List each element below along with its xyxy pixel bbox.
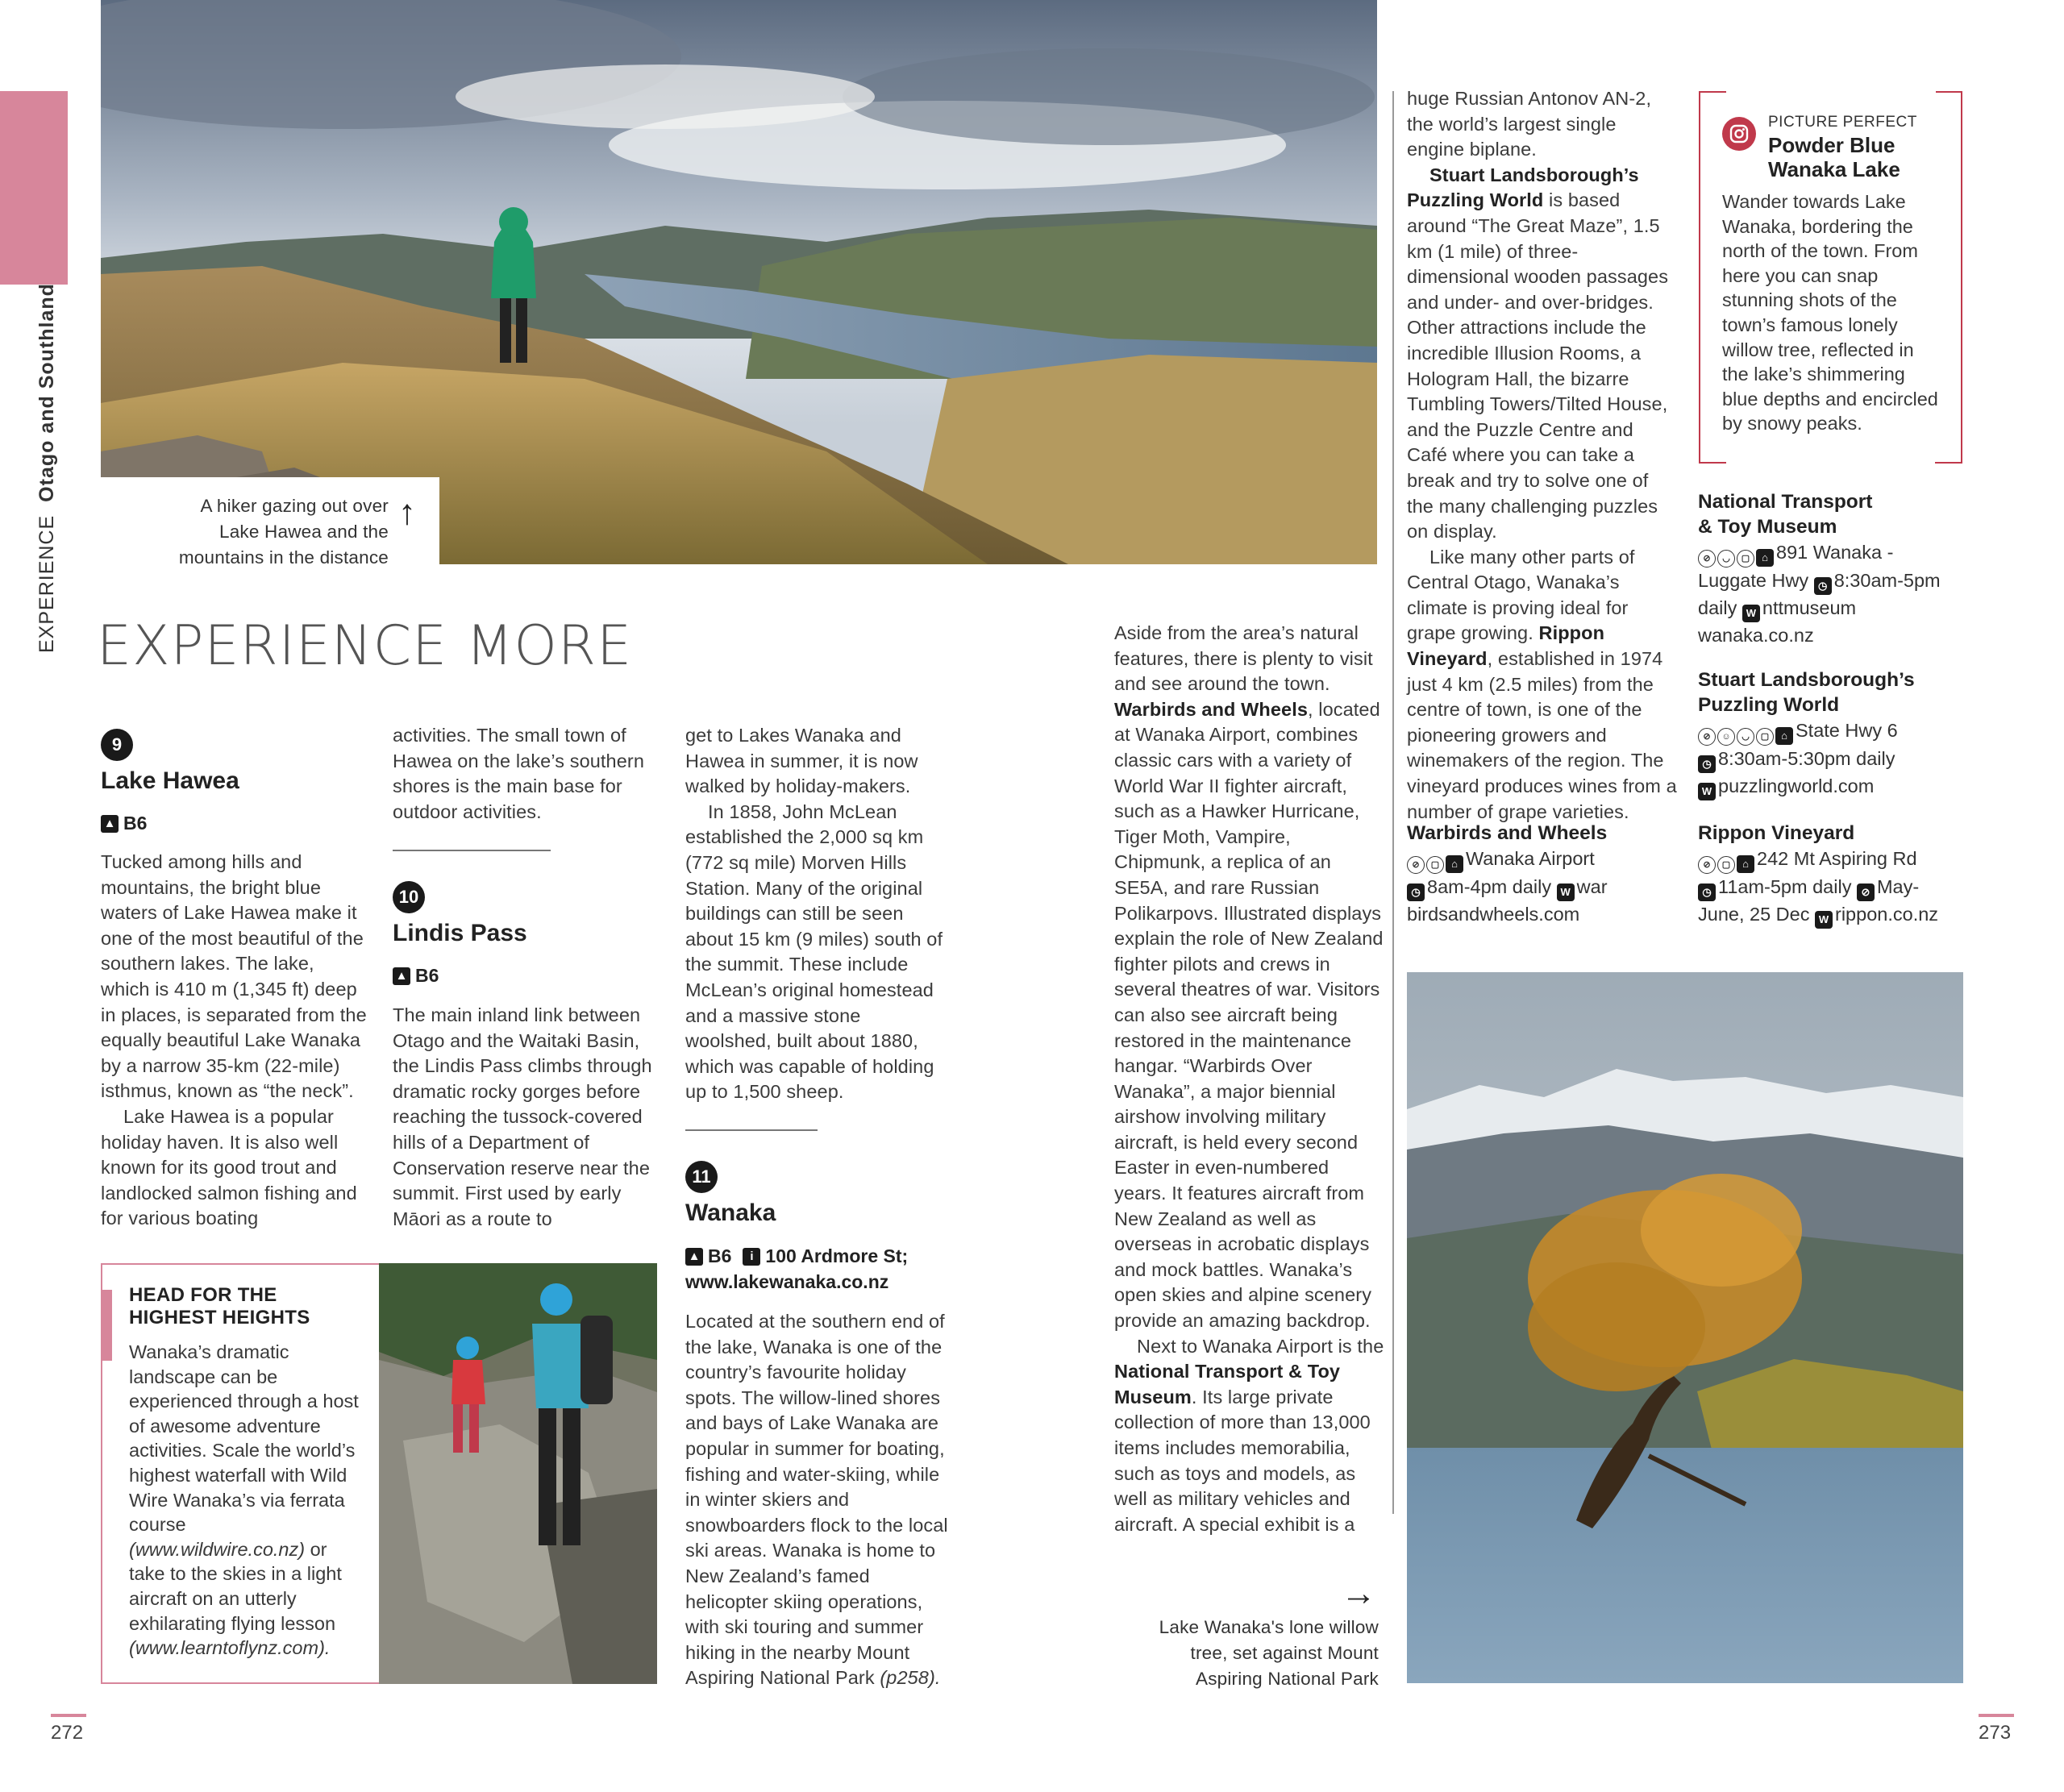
paragraph: Located at the southern end of the lake, Wanaka is one of the country’s favourite holiday spots. The willow-lined shores and bays of Lake Wanaka are popular in summer for boating, fishing and water-skiing, while in winter skiers and snowboarders flock to the local ski areas. Wanaka is home to New Zealand’s famed helicopter skiing operations, with ski touring and summer hiking in the nearby Mount Aspiring National Park — [685, 1311, 948, 1689]
page-number-right: 273 — [1979, 1722, 2012, 1744]
tree-caption-line: tree, set against Mount — [1190, 1643, 1379, 1663]
address-icon: ⌂ — [1446, 855, 1463, 873]
map-ref-value: B6 — [708, 1245, 732, 1266]
highest-heights-text — [129, 1340, 363, 1661]
entry-divider — [393, 850, 551, 851]
puzzling-listing — [1698, 667, 1964, 800]
section-title: EXPERIENCE MORE — [97, 614, 633, 678]
page-ref: (p258). — [880, 1667, 941, 1689]
wanaka-address: 100 Ardmore St; — [765, 1245, 909, 1266]
tree-caption-line: Lake Wanaka's lone willow — [1159, 1617, 1379, 1637]
web-icon: W — [1557, 884, 1575, 901]
info-icon: i — [743, 1248, 760, 1266]
hiker-caption-line: A hiker gazing out over — [200, 496, 389, 516]
lindis-pass-body — [393, 1003, 663, 1232]
running-head-region: Otago and Southland — [35, 283, 58, 502]
tree-caption — [1114, 1615, 1379, 1692]
address-icon: ⌂ — [1775, 727, 1793, 745]
column-5-body — [1407, 86, 1677, 825]
paragraph-part: , located at Wanaka Airport, combines classic cars with a variety of World War II fighter aircraft, such as a Hawker Hurricane, Tiger Moth, Vampire, Chipmunk, a replica of an SE5A, and rare Russian Polikarpovs. Illustrated displays explain the role of New Zealand fighter pilots and crews in several theatres of war. Visitors can also see aircraft being restored in the maintenance hangar. “Warbirds Over Wanaka”, a major biennial airshow involving military aircraft, is held every second Easter in even-numbered years. It features aircraft from New Zealand as well as overseas in acrobatic displays and mock battles. Wanaka’s open skies and alpine scenery provide an amazing backdrop. — [1114, 698, 1384, 1332]
listing-details — [1698, 539, 1964, 648]
paragraph: get to Lakes Wanaka and Hawea in summer, it is now walked by holiday-makers. — [685, 725, 918, 797]
listing-title: Warbirds and Wheels — [1407, 822, 1608, 844]
tree-caption-line: Aspiring National Park — [1195, 1669, 1379, 1689]
entry-number-badge: 10 — [393, 881, 425, 913]
listing-title: Rippon Vineyard — [1698, 822, 1855, 844]
listing-title-line: Stuart Landsborough’s — [1698, 669, 1915, 691]
wanaka-web-link[interactable]: www.lakewanaka.co.nz — [685, 1271, 889, 1292]
web-icon: W — [1815, 911, 1833, 929]
bold-name: National Transport & Toy Museum — [1114, 1361, 1341, 1407]
listing-title — [1698, 667, 1964, 717]
paragraph: huge Russian Antonov AN-2, the world’s largest single engine biplane. — [1407, 88, 1652, 160]
listing-hours: 11am-5pm daily — [1718, 876, 1852, 897]
listing-title-line: National Transport — [1698, 491, 1873, 513]
map-icon: ▲ — [685, 1248, 703, 1266]
ticket-icon: ⊘ — [1698, 550, 1716, 568]
map-ref-value: B6 — [415, 965, 439, 986]
map-icon: ▲ — [393, 967, 410, 985]
clock-icon: ◷ — [1698, 755, 1716, 773]
shop-icon: ▢ — [1756, 728, 1774, 746]
listing-address: 242 Mt Aspiring Rd — [1757, 848, 1917, 869]
page-number-left: 272 — [51, 1722, 84, 1744]
box-text-part: Wanaka’s dramatic landscape can be experienced through a host of awesome adventure activities. Scale the world’s highest waterfall with Wild Wire Wanaka’s via ferrata course — [129, 1341, 359, 1536]
web-icon: W — [1698, 783, 1716, 800]
listing-web[interactable]: puzzlingworld.com — [1718, 775, 1875, 796]
pp-title-line: Wanaka Lake — [1768, 157, 1900, 181]
lake-hawea-body-cont — [393, 723, 659, 825]
lake-hawea-body — [101, 850, 367, 1232]
listing-address: State Hwy 6 — [1796, 720, 1898, 741]
running-head — [24, 218, 69, 653]
closed-icon: ⊘ — [1857, 884, 1875, 901]
shop-icon: ▢ — [1737, 550, 1754, 568]
wanaka-willow-tree-photo — [1407, 972, 1963, 1683]
arrow-right-icon: → — [1341, 1574, 1376, 1613]
listing-hours: 8:30am-5pm daily — [1698, 570, 1941, 618]
map-ref-value: B6 — [123, 813, 148, 834]
pp-title-line: Powder Blue — [1768, 133, 1895, 157]
listing-web[interactable]: rippon.co.nz — [1835, 904, 1939, 925]
listing-hours: 8am-4pm daily — [1427, 876, 1552, 897]
listing-closed: May-June, 25 Dec — [1698, 876, 1920, 925]
listing-address: 891 Wanaka - Luggate Hwy — [1698, 542, 1894, 591]
listing-web[interactable]: nttmuseum wanaka.co.nz — [1698, 597, 1857, 646]
listing-title — [1698, 489, 1964, 539]
hiker-caption — [129, 493, 389, 571]
paragraph-part: Like many other parts of Central Otago, Wanaka’s climate is proving ideal for grape growing. — [1407, 546, 1635, 644]
entry-number-badge: 9 — [101, 729, 133, 761]
ticket-icon: ⊘ — [1698, 856, 1716, 874]
column-4-body — [1114, 621, 1384, 1537]
pp-kicker: PICTURE PERFECT — [1768, 114, 1917, 131]
column-divider — [1392, 91, 1394, 1514]
listing-title-line: Puzzling World — [1698, 694, 1840, 716]
paragraph: Tucked among hills and mountains, the bright blue waters of Lake Hawea make it one of the most beautiful of the southern lakes. The lake, which is 410 m (1,345 ft) deep in places, is separated from the equally beautiful Lake Wanaka by a narrow 35-km (22-mile) isthmus, known as “the neck”. — [101, 851, 367, 1102]
cafe-icon: ◡ — [1737, 728, 1754, 746]
box-title-line: HEAD FOR THE — [129, 1284, 277, 1306]
bold-name: Rippon Vineyard — [1407, 622, 1605, 670]
listing-details — [1407, 846, 1673, 927]
listing-details — [1698, 846, 1964, 929]
paragraph-part: Next to Wanaka Airport is the — [1137, 1335, 1384, 1357]
hiker-caption-line: mountains in the distance — [178, 547, 389, 568]
pp-text: Wander towards Lake Wanaka, bordering the north of the town. From here you can snap stunning shots of the town’s famous lonely willow tree, reflected in the lake’s shimmering blue depths and encircled by snowy peaks. — [1722, 191, 1938, 434]
address-icon: ⌂ — [1737, 855, 1754, 873]
bold-name: Warbirds and Wheels — [1114, 698, 1308, 720]
lindis-pass-body-cont — [685, 723, 951, 1105]
highest-heights-title — [129, 1284, 371, 1329]
arrow-up-icon: ↑ — [398, 493, 416, 532]
page-number-bar — [1979, 1714, 2014, 1717]
ticket-icon: ⊘ — [1698, 728, 1716, 746]
shop-icon: ▢ — [1717, 856, 1735, 874]
box-title-line: HIGHEST HEIGHTS — [129, 1307, 310, 1328]
kids-icon: ☺ — [1717, 728, 1735, 746]
clock-icon: ◷ — [1814, 577, 1832, 595]
entry-divider — [685, 1129, 818, 1131]
address-icon: ⌂ — [1756, 549, 1774, 567]
entry-title-lindis-pass: Lindis Pass — [393, 920, 527, 946]
rippon-listing — [1698, 821, 1964, 929]
map-ref — [685, 1245, 908, 1267]
paragraph: The main inland link between Otago and the Waitaki Basin, the Lindis Pass climbs through dramatic rocky gorges before reaching the tussock-covered hills of a Department of Conservation reserve near the summit. First used by early Māori as a route to — [393, 1004, 652, 1229]
running-head-section: EXPERIENCE — [35, 514, 58, 653]
via-ferrata-climbers-photo — [379, 1263, 657, 1684]
camera-icon — [1722, 117, 1756, 151]
entry-number-badge: 11 — [685, 1161, 718, 1193]
warbirds-listing — [1407, 821, 1673, 927]
listing-hours: 8:30am-5:30pm daily — [1718, 748, 1895, 769]
transport-listing — [1698, 489, 1964, 648]
pp-box-bottom-right — [1935, 462, 1962, 464]
box-accent-bar — [101, 1290, 112, 1361]
paragraph-part: , established in 1974 just 4 km (2.5 miles) from the centre of town, is one of the pioneering growers and winemakers of the region. The vineyard produces wines from a number of grape varieties. — [1407, 648, 1677, 822]
bold-name: Stuart Landsborough’s Puzzling World — [1407, 164, 1639, 211]
paragraph-part: is based around “The Great Maze”, 1.5 km (1 mile) of three-dimensional wooden passages and under- and over-bridges. Other attractions include the incredible Illusion Rooms, a Hologram Hall, the bizarre Tumbling Towers/Tilted House, and the Puzzle Centre and Café where you can take a break and try to solve one of the many challenging puzzles on display. — [1407, 189, 1669, 543]
entry-title-wanaka: Wanaka — [685, 1200, 776, 1226]
pp-box-bottom-left — [1699, 462, 1726, 464]
entry-title-lake-hawea: Lake Hawea — [101, 767, 239, 794]
page-number-bar — [51, 1714, 86, 1717]
paragraph: Lake Hawea is a popular holiday haven. It is also well known for its good trout and landlocked salmon fishing and for various boating — [101, 1105, 357, 1229]
cafe-icon: ◡ — [1717, 550, 1735, 568]
pp-title — [1768, 133, 1900, 181]
web-icon: W — [1742, 605, 1760, 622]
clock-icon: ◷ — [1407, 884, 1425, 901]
hiker-caption-line: Lake Hawea and the — [218, 522, 389, 542]
paragraph: activities. The small town of Hawea on the lake’s southern shores is the main base for outdoor activities. — [393, 725, 644, 822]
paragraph-part: Aside from the area’s natural features, there is plenty to visit and see around the town. — [1114, 622, 1373, 695]
listing-title-line: & Toy Museum — [1698, 516, 1837, 538]
listing-web[interactable]: war birdsandwheels.com — [1407, 876, 1608, 925]
listing-address: Wanaka Airport — [1466, 848, 1595, 869]
paragraph-part: . Its large private collection of more than 13,000 items includes memorabilia, such as toys and models, as well as military vehicles and aircraft. A special exhibit is a — [1114, 1386, 1371, 1535]
clock-icon: ◷ — [1698, 884, 1716, 901]
map-ref — [393, 965, 439, 987]
map-ref — [101, 813, 147, 834]
paragraph: In 1858, John McLean established the 2,000 sq km (772 sq mile) Morven Hills Station. Many of the original buildings can still be seen about 15 km (9 miles) south of the summit. These include McLean’s original homestead and a massive stone woolshed, built about 1880, which was capable of holding up to 1,500 sheep. — [685, 800, 943, 1103]
wanaka-body — [685, 1309, 955, 1691]
map-icon: ▲ — [101, 815, 119, 833]
listing-details — [1698, 717, 1964, 800]
learntofly-link[interactable]: (www.learntoflynz.com). — [129, 1637, 331, 1659]
shop-icon: ▢ — [1426, 856, 1444, 874]
wanaka-web — [685, 1271, 888, 1293]
wildwire-link[interactable]: (www.wildwire.co.nz) — [129, 1538, 306, 1560]
box-text-part: or take to the skies in a light aircraft on an utterly exhilarating flying lesson — [129, 1538, 342, 1634]
ticket-icon: ⊘ — [1407, 856, 1425, 874]
